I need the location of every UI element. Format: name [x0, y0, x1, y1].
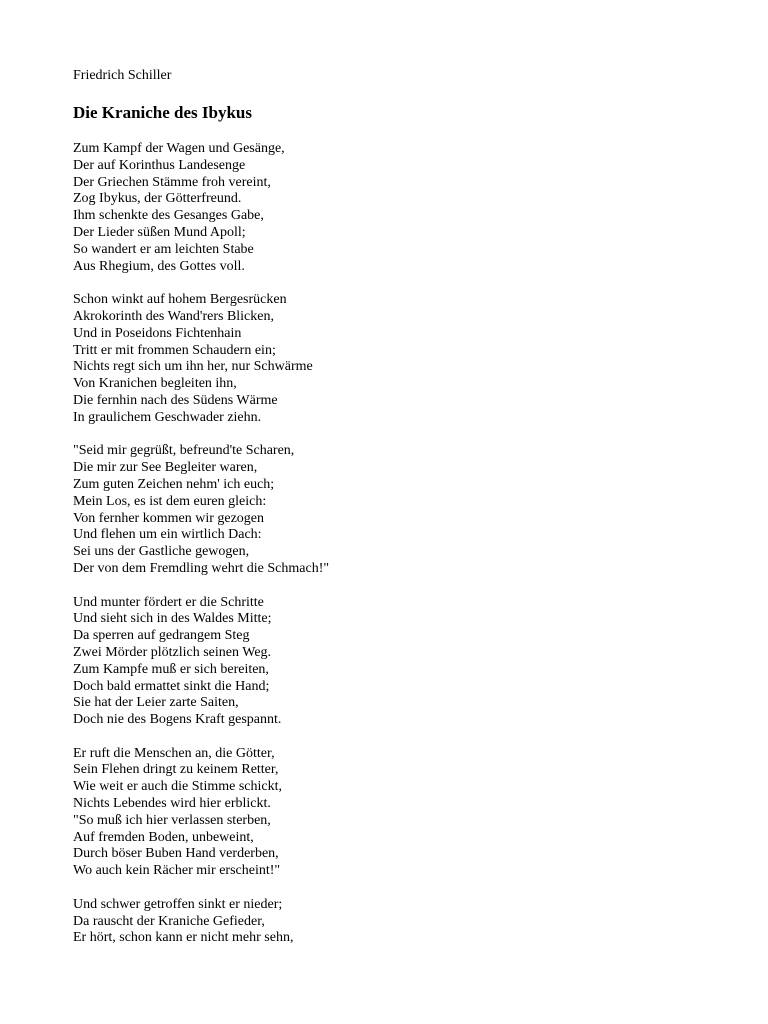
poem-line: Doch nie des Bogens Kraft gespannt. — [73, 712, 282, 728]
poem-line: Zum Kampf der Wagen und Gesänge, — [73, 141, 285, 156]
poem-line: Der von dem Fremdling wehrt die Schmach!" — [73, 560, 330, 576]
poem-line: So wandert er am leichten Stabe — [73, 241, 254, 257]
poem-line: Die fernhin nach des Südens Wärme — [73, 392, 278, 408]
poem-line: Mein Los, es ist dem euren gleich: — [73, 493, 267, 509]
poem-line: Zog Ibykus, der Götterfreund. — [73, 191, 242, 207]
poem-line: Sie hat der Leier zarte Saiten, — [73, 695, 239, 711]
poem-line: Der auf Korinthus Landesenge — [73, 157, 246, 173]
poem-line: Akrokorinth des Wand'rers Blicken, — [73, 308, 274, 324]
stanza — [73, 897, 713, 947]
poem-body — [73, 141, 713, 964]
poem-line: Und flehen um ein wirtlich Dach: — [73, 527, 262, 543]
poem-line: Sein Flehen dringt zu keinem Retter, — [73, 762, 279, 778]
poem-line: Der Griechen Stämme froh vereint, — [73, 174, 271, 190]
poem-line: Nichts Lebendes wird hier erblickt. — [73, 796, 271, 812]
poem-line: "Seid mir gegrüßt, befreund'te Scharen, — [73, 443, 295, 459]
poem-line: In graulichem Geschwader ziehn. — [73, 409, 262, 425]
poem-line: Von fernher kommen wir gezogen — [73, 510, 265, 526]
poem-line: Zum guten Zeichen nehm' ich euch; — [73, 476, 275, 492]
poem-line: Wo auch kein Rächer mir erscheint!" — [73, 863, 281, 879]
poem-line: Zwei Mörder plötzlich seinen Weg. — [73, 644, 272, 660]
poem-line: Und in Poseidons Fichtenhain — [73, 325, 242, 341]
poem-line: Und schwer getroffen sinkt er nieder; — [73, 896, 283, 912]
poem-line: Zum Kampfe muß er sich bereiten, — [73, 661, 269, 677]
poem-line: Auf fremden Boden, unbeweint, — [73, 829, 254, 845]
poem-line: Aus Rhegium, des Gottes voll. — [73, 258, 245, 274]
poem-line: Tritt er mit frommen Schaudern ein; — [73, 342, 276, 358]
poem-line: Doch bald ermattet sinkt die Hand; — [73, 678, 270, 694]
poem-line: Ihm schenkte des Gesanges Gabe, — [73, 208, 264, 224]
stanza — [73, 141, 713, 275]
poem-title: Die Kraniche des Ibykus — [73, 103, 252, 122]
poem-line: Durch böser Buben Hand verderben, — [73, 846, 279, 862]
poem-line: Und sieht sich in des Waldes Mitte; — [73, 611, 272, 627]
stanza — [73, 443, 713, 577]
poem-line: Nichts regt sich um ihn her, nur Schwärme — [73, 359, 313, 375]
poem-line: Er ruft die Menschen an, die Götter, — [73, 745, 275, 761]
poem-line: "So muß ich hier verlassen sterben, — [73, 812, 271, 828]
poem-line: Schon winkt auf hohem Bergesrücken — [73, 292, 287, 308]
poem-line: Er hört, schon kann er nicht mehr sehn, — [73, 930, 294, 946]
poem-line: Da sperren auf gedrangem Steg — [73, 628, 250, 644]
stanza — [73, 595, 713, 729]
stanza — [73, 292, 713, 426]
poem-line: Von Kranichen begleiten ihn, — [73, 376, 237, 392]
poem-line: Wie weit er auch die Stimme schickt, — [73, 779, 282, 795]
poem-line: Der Lieder süßen Mund Apoll; — [73, 224, 246, 240]
poem-line: Sei uns der Gastliche gewogen, — [73, 544, 250, 560]
poem-line: Da rauscht der Kraniche Gefieder, — [73, 913, 265, 929]
poem-line: Die mir zur See Begleiter waren, — [73, 460, 258, 476]
stanza — [73, 746, 713, 880]
author-name: Friedrich Schiller — [73, 68, 172, 83]
poem-line: Und munter fördert er die Schritte — [73, 594, 264, 610]
